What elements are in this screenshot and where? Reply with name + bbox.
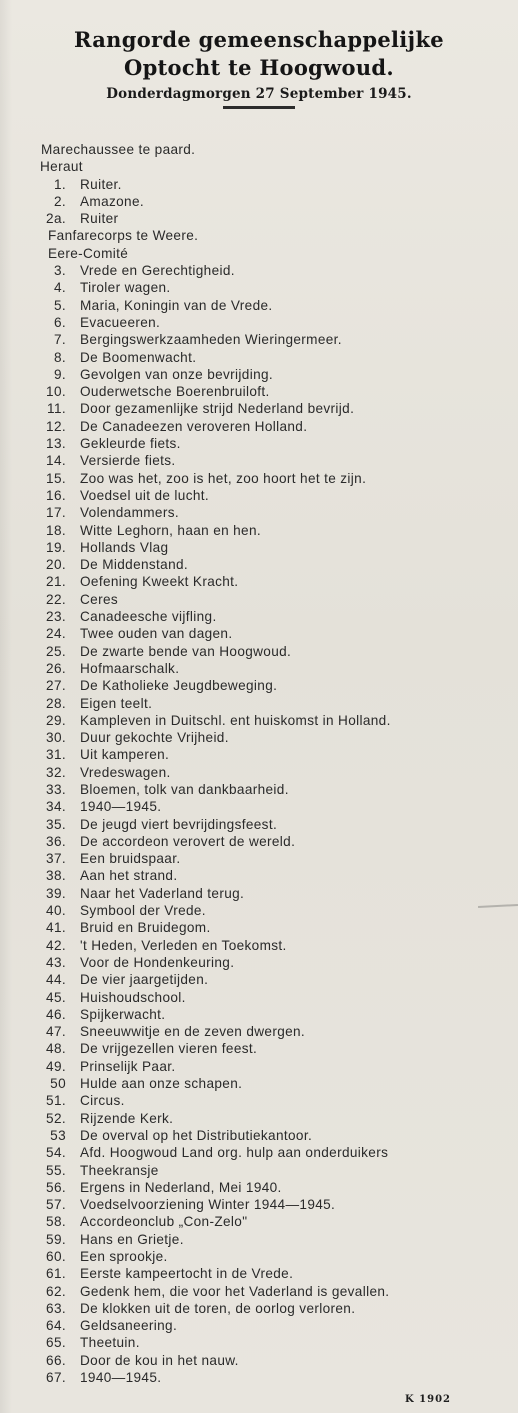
- item-text: 1940—1945.: [80, 799, 162, 815]
- item-text: Hofmaarschalk.: [80, 660, 180, 676]
- item-number: 49.: [46, 1058, 66, 1074]
- item-number: 2a.: [46, 211, 66, 227]
- item-text: Zoo was het, zoo is het, zoo hoort het te zijn.: [80, 470, 367, 486]
- item-text: De klokken uit de toren, de oorlog verloren.: [80, 1300, 356, 1316]
- list-item: [0, 1144, 518, 1161]
- list-item: [0, 971, 518, 988]
- item-number: 56.: [46, 1179, 66, 1195]
- list-item: [0, 262, 518, 279]
- list-item: [0, 366, 518, 383]
- list-item: [0, 712, 518, 729]
- item-number: 14.: [46, 453, 66, 469]
- item-number: 43.: [46, 954, 66, 970]
- item-number: 11.: [47, 401, 66, 417]
- list-item: [0, 1334, 518, 1351]
- item-text: Aan het strand.: [80, 868, 178, 884]
- item-text: De overval op het Distributiekantoor.: [80, 1127, 313, 1143]
- item-text: Ceres: [80, 591, 119, 607]
- list-item: [0, 608, 518, 625]
- item-text: Spijkerwacht.: [80, 1006, 166, 1022]
- item-text: Voedselvoorziening Winter 1944—1945.: [80, 1197, 336, 1213]
- list-item: [0, 1110, 518, 1127]
- item-text: 1940—1945.: [80, 1370, 162, 1386]
- list-item: [0, 1283, 518, 1300]
- list-item: [0, 850, 518, 867]
- item-text: Gekleurde fiets.: [80, 436, 181, 452]
- item-number: 44.: [46, 972, 66, 988]
- item-number: 15.: [46, 470, 66, 486]
- item-text: Door gezamenlijke strijd Nederland bevrijd.: [80, 401, 355, 417]
- list-item: [0, 729, 518, 746]
- item-text: Ruiter.: [80, 176, 122, 192]
- item-text: Vredeswagen.: [80, 764, 171, 780]
- list-item: [0, 1317, 518, 1334]
- item-text: Prinselijk Paar.: [80, 1058, 176, 1074]
- list-item: [0, 937, 518, 954]
- list-item: [0, 1179, 518, 1196]
- list-item: [0, 418, 518, 435]
- item-text: Bruid en Bruidegom.: [80, 920, 211, 936]
- item-number: 12.: [46, 418, 66, 434]
- list-item: [0, 331, 518, 348]
- list-item: [0, 573, 518, 590]
- item-text: Duur gekochte Vrijheid.: [80, 730, 229, 746]
- item-text: Een sprookje.: [80, 1249, 168, 1264]
- list-item: [0, 677, 518, 694]
- item-number: 58.: [46, 1214, 66, 1230]
- item-number: 50: [50, 1076, 66, 1092]
- item-number: 25.: [46, 643, 66, 659]
- list-item: [0, 1352, 518, 1369]
- item-number: 1.: [53, 176, 66, 192]
- list-item: [0, 227, 518, 244]
- item-text: Accordeonclub „Con-Zelo": [80, 1214, 248, 1230]
- item-number: 52.: [46, 1110, 66, 1126]
- list-item: [0, 470, 518, 487]
- list-item: [0, 833, 518, 850]
- item-number: 67.: [46, 1370, 66, 1386]
- item-number: 18.: [46, 522, 66, 538]
- procession-order-list: [0, 141, 518, 1386]
- item-text: Voedsel uit de lucht.: [80, 487, 210, 503]
- list-item: [0, 245, 518, 262]
- list-item: [0, 885, 518, 902]
- list-item: [0, 867, 518, 884]
- item-number: 61.: [46, 1266, 66, 1282]
- list-item: [0, 1127, 518, 1144]
- item-number: 30.: [46, 730, 66, 746]
- list-item: [0, 193, 518, 210]
- item-number: 16.: [46, 487, 66, 503]
- list-item: [0, 452, 518, 469]
- list-item: [0, 695, 518, 712]
- item-number: 5.: [53, 297, 66, 313]
- item-number: 45.: [46, 989, 66, 1005]
- list-item: [0, 816, 518, 833]
- item-text: Hulde aan onze schapen.: [80, 1076, 243, 1092]
- list-item: [0, 660, 518, 677]
- item-number: 64.: [46, 1318, 66, 1334]
- item-text: Afd. Hoogwoud Land org. hulp aan onderduikers: [80, 1145, 389, 1161]
- list-item: [0, 1092, 518, 1109]
- item-number: 17.: [46, 505, 66, 521]
- list-item: [0, 297, 518, 314]
- item-text: Maria, Koningin van de Vrede.: [80, 297, 273, 313]
- item-number: 34.: [46, 799, 66, 815]
- item-text: De jeugd viert bevrijdingsfeest.: [80, 816, 278, 832]
- item-text: Voor de Hondenkeuring.: [80, 954, 235, 970]
- item-number: 6.: [53, 314, 66, 330]
- item-number: 9.: [53, 366, 66, 382]
- item-number: 27.: [46, 678, 66, 694]
- item-number: 55.: [46, 1162, 66, 1178]
- item-text: De Canadeezen veroveren Holland.: [80, 418, 308, 434]
- item-text: Theetuin.: [80, 1335, 140, 1351]
- item-text: Witte Leghorn, haan en hen.: [80, 522, 262, 538]
- item-number: 60.: [46, 1249, 66, 1264]
- item-number: 59.: [46, 1231, 66, 1247]
- item-number: 24.: [46, 626, 66, 642]
- item-text: Bloemen, tolk van dankbaarheid.: [80, 781, 289, 797]
- list-item: [0, 279, 518, 296]
- item-number: 32.: [46, 764, 66, 780]
- list-item: [0, 349, 518, 366]
- list-item: [0, 989, 518, 1006]
- item-text: Geldsaneering.: [80, 1318, 178, 1334]
- item-text: Gevolgen van onze bevrijding.: [80, 366, 274, 382]
- list-item: [0, 1058, 518, 1075]
- item-text: Marechaussee te paard.: [41, 142, 196, 157]
- list-item: [0, 314, 518, 331]
- item-text: Gedenk hem, die voor het Vaderland is gevallen.: [80, 1283, 390, 1299]
- item-text: De Katholieke Jeugdbeweging.: [80, 678, 278, 694]
- item-text: Uit kamperen.: [80, 747, 170, 763]
- item-number: 47.: [46, 1024, 66, 1040]
- item-text: Ouderwetsche Boerenbruiloft.: [80, 384, 270, 400]
- item-text: Heraut: [40, 159, 83, 175]
- list-item: [0, 1369, 518, 1386]
- item-number: 51.: [46, 1093, 66, 1109]
- item-text: Hollands Vlag: [80, 539, 169, 555]
- item-text: De zwarte bende van Hoogwoud.: [80, 643, 292, 659]
- item-text: Ruiter: [80, 211, 119, 227]
- item-number: 33.: [46, 781, 66, 797]
- item-number: 21.: [46, 574, 66, 590]
- list-item: [0, 141, 518, 158]
- item-text: Huishoudschool.: [80, 989, 186, 1005]
- list-item: [0, 1023, 518, 1040]
- item-number: 31.: [46, 747, 66, 763]
- item-text: De Boomenwacht.: [80, 349, 197, 365]
- list-item: [0, 383, 518, 400]
- item-number: 7.: [53, 332, 66, 348]
- item-text: De Middenstand.: [80, 557, 189, 573]
- list-item: [0, 158, 518, 175]
- item-text: Versierde fiets.: [80, 453, 176, 469]
- item-number: 42.: [46, 937, 66, 953]
- item-text: Eigen teelt.: [80, 695, 153, 711]
- item-text: De vrijgezellen vieren feest.: [80, 1041, 258, 1057]
- item-number: 10.: [46, 384, 66, 400]
- item-number: 66.: [46, 1352, 66, 1368]
- list-item: [0, 919, 518, 936]
- list-item: [0, 746, 518, 763]
- item-text: 't Heden, Verleden en Toekomst.: [80, 937, 287, 953]
- item-text: Ergens in Nederland, Mei 1940.: [80, 1179, 282, 1195]
- item-number: 23.: [46, 609, 66, 625]
- item-number: 20.: [46, 557, 66, 573]
- item-text: Eere-Comité: [48, 245, 129, 261]
- list-item: [0, 539, 518, 556]
- item-number: 46.: [46, 1006, 66, 1022]
- item-text: Kampleven in Duitschl. ent huiskomst in Holland.: [80, 712, 391, 728]
- item-number: 63.: [46, 1300, 66, 1316]
- item-number: 35.: [46, 816, 66, 832]
- title-line-2: Optocht te Hoogwoud.: [123, 55, 394, 80]
- list-item: [0, 781, 518, 798]
- print-code: K 1902: [405, 1394, 452, 1405]
- list-item: [0, 1300, 518, 1317]
- list-item: [0, 1213, 518, 1230]
- item-number: 36.: [46, 833, 66, 849]
- item-number: 29.: [46, 712, 66, 728]
- list-item: [0, 591, 518, 608]
- item-text: Bergingswerkzaamheden Wieringermeer.: [80, 332, 342, 348]
- item-number: 53: [50, 1127, 66, 1143]
- item-text: Een bruidspaar.: [80, 851, 181, 867]
- list-item: [0, 176, 518, 193]
- item-text: Hans en Grietje.: [80, 1231, 184, 1247]
- item-number: 2.: [53, 193, 66, 209]
- list-item: [0, 504, 518, 521]
- item-text: Door de kou in het nauw.: [80, 1352, 239, 1368]
- item-text: Amazone.: [80, 193, 145, 209]
- list-item: [0, 400, 518, 417]
- item-text: Canadeesche vijfling.: [80, 609, 217, 625]
- list-item: [0, 1248, 518, 1265]
- list-item: [0, 1265, 518, 1282]
- item-text: Evacueeren.: [80, 314, 161, 330]
- list-item: [0, 435, 518, 452]
- item-number: 3.: [53, 263, 66, 279]
- list-item: [0, 210, 518, 227]
- item-number: 39.: [46, 885, 66, 901]
- item-text: Oefening Kweekt Kracht.: [80, 574, 239, 590]
- document-header: [0, 26, 518, 109]
- item-text: Sneeuwwitje en de zeven dwergen.: [80, 1024, 306, 1040]
- item-number: 8.: [53, 349, 66, 365]
- list-item: [0, 487, 518, 504]
- item-text: Tiroler wagen.: [80, 280, 171, 296]
- item-number: 62.: [46, 1283, 66, 1299]
- item-number: 22.: [46, 591, 66, 607]
- item-number: 48.: [46, 1041, 66, 1057]
- list-item: [0, 1075, 518, 1092]
- item-number: 65.: [46, 1335, 66, 1351]
- list-item: [0, 1231, 518, 1248]
- item-text: Theekransje: [80, 1162, 159, 1178]
- item-number: 26.: [46, 660, 66, 676]
- list-item: [0, 625, 518, 642]
- list-item: [0, 643, 518, 660]
- item-number: 54.: [46, 1145, 66, 1161]
- list-item: [0, 902, 518, 919]
- item-text: Eerste kampeertocht in de Vrede.: [80, 1266, 294, 1282]
- item-text: Twee ouden van dagen.: [80, 626, 233, 642]
- item-text: De accordeon verovert de wereld.: [80, 833, 296, 849]
- header-rule: [223, 106, 295, 109]
- list-item: [0, 1040, 518, 1057]
- item-text: Naar het Vaderland terug.: [80, 885, 245, 901]
- list-item: [0, 556, 518, 573]
- list-item: [0, 1162, 518, 1179]
- item-number: 19.: [46, 539, 66, 555]
- item-text: Symbool der Vrede.: [80, 903, 206, 919]
- item-text: Vrede en Gerechtigheid.: [80, 263, 235, 279]
- list-item: [0, 798, 518, 815]
- item-number: 13.: [46, 436, 66, 452]
- list-item: [0, 954, 518, 971]
- list-item: [0, 1006, 518, 1023]
- list-item: [0, 764, 518, 781]
- item-number: 4.: [53, 280, 66, 296]
- event-date: Donderdagmorgen 27 September 1945.: [106, 86, 412, 102]
- list-item: [0, 522, 518, 539]
- item-text: Volendammers.: [80, 505, 179, 521]
- item-number: 57.: [46, 1197, 66, 1213]
- title-line-1: Rangorde gemeenschappelijke: [74, 27, 444, 52]
- item-number: 38.: [46, 868, 66, 884]
- item-text: Fanfarecorps te Weere.: [48, 228, 199, 244]
- item-text: Rijzende Kerk.: [80, 1110, 174, 1126]
- item-text: Circus.: [80, 1093, 125, 1109]
- item-number: 37.: [46, 851, 66, 867]
- item-number: 41.: [46, 920, 66, 936]
- item-text: De vier jaargetijden.: [80, 972, 209, 988]
- item-number: 40.: [46, 903, 66, 919]
- item-number: 28.: [46, 695, 66, 711]
- list-item: [0, 1196, 518, 1213]
